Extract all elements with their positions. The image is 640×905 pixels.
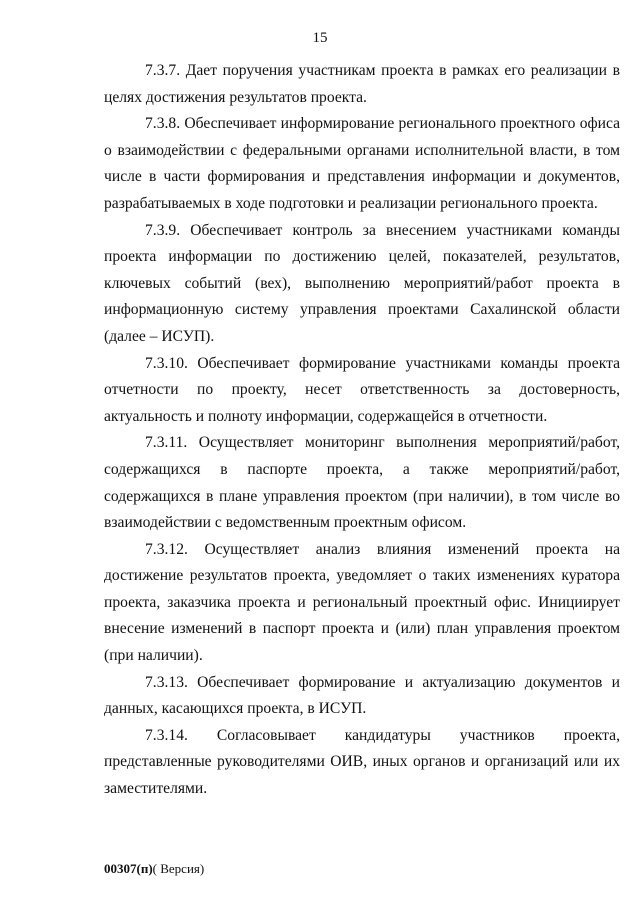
paragraph-7-3-14: 7.3.14. Согласовывает кандидатуры участников проекта, представленные руководителями ОИВ, иных органов и организаций или их заместителями.: [104, 726, 620, 798]
paragraph-7-3-13: 7.3.13. Обеспечивает формирование и актуализацию документов и данных, касающихся проекта, в ИСУП.: [104, 673, 620, 718]
paragraph-7-3-7: 7.3.7. Дает поручения участникам проекта в рамках его реализации в целях достижения результатов проекта.: [104, 62, 620, 106]
document-body: [104, 58, 620, 803]
document-footer: [104, 861, 204, 877]
paragraph-7-3-9: 7.3.9. Обеспечивает контроль за внесением участниками команды проекта информации по достижению целей, показателей, результатов, ключевых событий (вех), выполнению мероприятий/работ проекта в информационную систему управления проектами Сахалинской области (далее – ИСУП).: [104, 221, 620, 345]
version-label: ( Версия): [152, 861, 205, 876]
page-number: 15: [312, 30, 328, 46]
paragraph-7-3-10: 7.3.10. Обеспечивает формирование участниками команды проекта отчетности по проекту, несет ответственность за достоверность, актуальность и полноту информации, содержащейся в отчетности.: [104, 354, 620, 425]
paragraph-7-3-11: 7.3.11. Осуществляет мониторинг выполнения мероприятий/работ, содержащихся в паспорте проекта, а также мероприятий/работ, содержащихся в плане управления проектом (при наличии), в том числе во взаимодействии с ведомственным проектным офисом.: [104, 434, 620, 532]
document-code: 00307(п): [104, 861, 153, 876]
paragraph-7-3-8: 7.3.8. Обеспечивает информирование регионального проектного офиса о взаимодействии с федеральными органами исполнительной власти, в том числе в части формирования и представления информации и документов, разрабатываемых в ходе подготовки и реализации регионального проекта.: [104, 115, 620, 212]
paragraph-7-3-12: 7.3.12. Осуществляет анализ влияния изменений проекта на достижение результатов проекта, уведомляет о таких изменениях куратора проекта, заказчика проекта и региональный проектный офис. Инициирует внесение изменений в паспорт проекта и (или) план управления проектом (при наличии).: [104, 540, 620, 665]
